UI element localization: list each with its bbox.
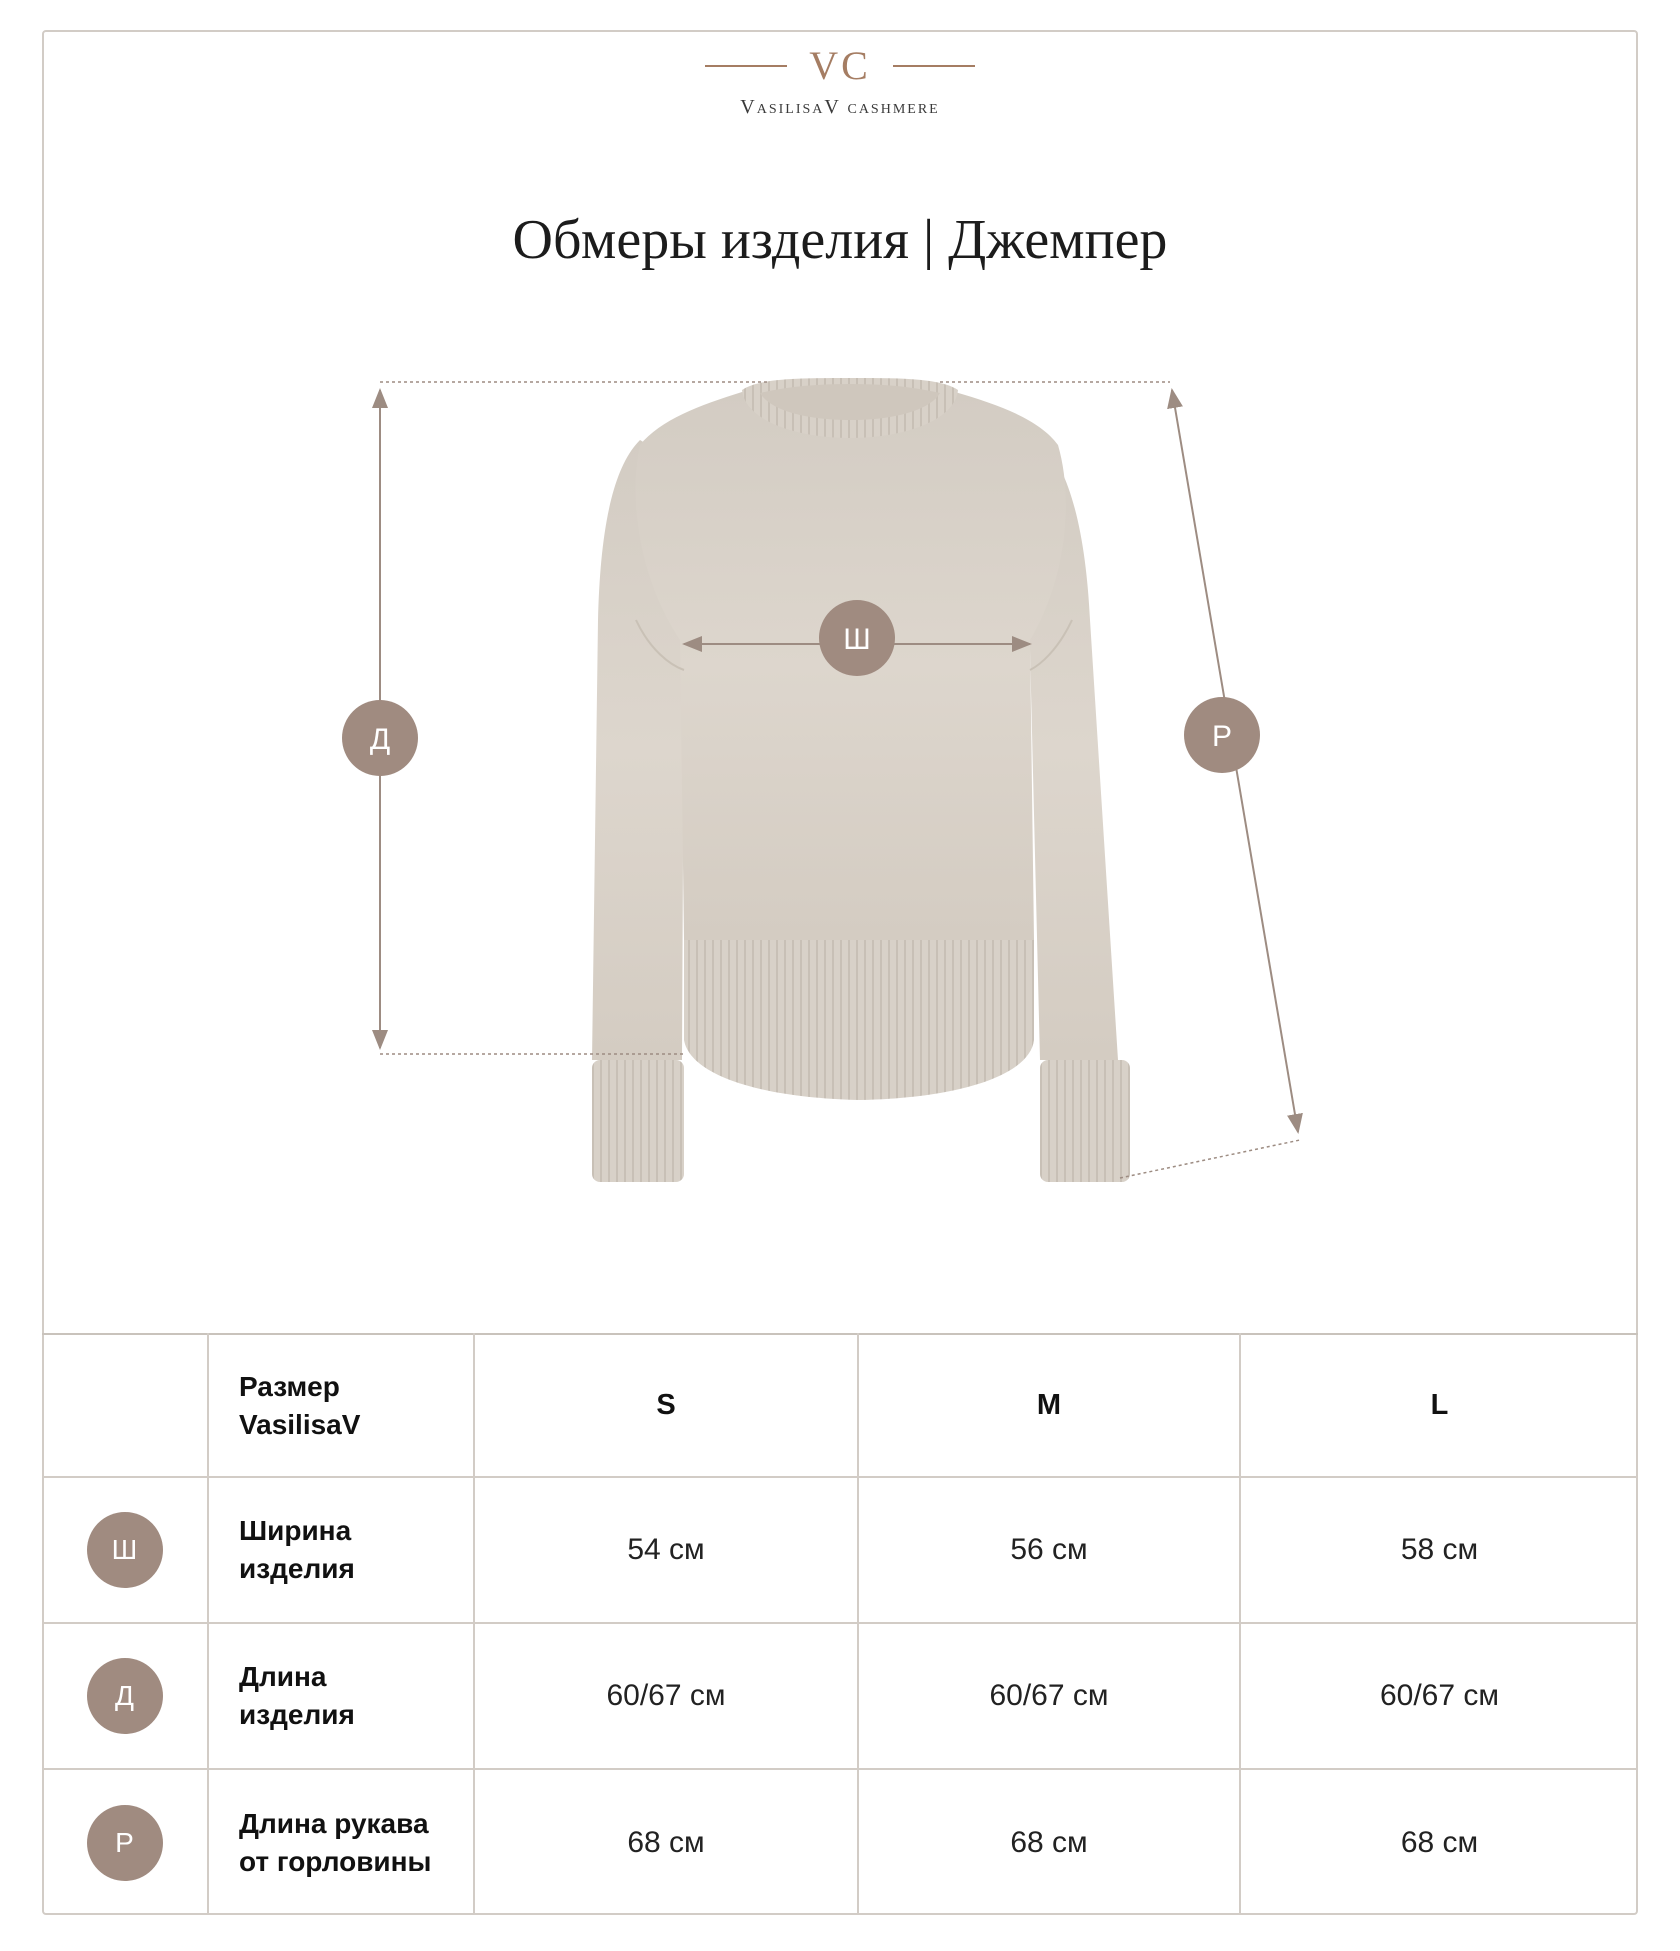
header-label-line1: Размер	[239, 1370, 340, 1402]
row-label-cell	[208, 1623, 474, 1769]
value-cell: 68 см	[474, 1769, 858, 1915]
page-title: Обмеры изделия | Джемпер	[512, 209, 1168, 271]
header-icon-cell	[42, 1334, 208, 1477]
sleeve-badge: Р	[87, 1805, 163, 1881]
length-badge	[342, 700, 418, 776]
length-badge-label: Д	[369, 723, 391, 756]
row-icon-cell	[42, 1477, 208, 1623]
hem-rib	[684, 940, 1034, 1100]
value-cell: 56 см	[858, 1477, 1240, 1623]
length-badge: Д	[87, 1658, 163, 1734]
row-label-line1: Ширина	[239, 1515, 352, 1546]
value-cell: 68 см	[858, 1769, 1240, 1915]
table-row	[42, 1623, 1638, 1769]
value-cell: 54 см	[474, 1477, 858, 1623]
value-cell: 58 см	[1240, 1477, 1638, 1623]
row-label-line1: Длина рукава	[239, 1807, 429, 1839]
row-label-line2: изделия	[239, 1699, 355, 1730]
table-row	[42, 1769, 1638, 1915]
table-header-row	[42, 1334, 1638, 1477]
header-label-line2: VasilisaV	[239, 1408, 361, 1440]
value-cell: 68 см	[1240, 1769, 1638, 1915]
right-cuff	[1040, 1060, 1130, 1182]
size-m-header: M	[858, 1334, 1240, 1477]
row-label-line2: изделия	[239, 1553, 355, 1584]
table-row	[42, 1477, 1638, 1623]
row-label-cell	[208, 1769, 474, 1915]
row-icon-cell	[42, 1623, 208, 1769]
sleeve-badge	[1184, 697, 1260, 773]
row-label-cell	[208, 1477, 474, 1623]
sweater-illustration	[592, 378, 1130, 1182]
header-label-cell	[208, 1334, 474, 1477]
brand-name: VasilisaV cashmere	[740, 96, 940, 118]
width-badge	[819, 600, 895, 676]
size-chart-table	[42, 1333, 1638, 1915]
row-icon-cell	[42, 1769, 208, 1915]
value-cell: 60/67 см	[474, 1623, 858, 1769]
value-cell: 60/67 см	[858, 1623, 1240, 1769]
row-label-line1: Длина	[239, 1661, 327, 1692]
size-l-header: L	[1240, 1334, 1638, 1477]
row-label-line2: от горловины	[239, 1845, 432, 1877]
logo-monogram: VC	[809, 43, 871, 88]
width-badge-label: Ш	[843, 623, 871, 656]
width-badge: Ш	[87, 1512, 163, 1588]
value-cell: 60/67 см	[1240, 1623, 1638, 1769]
size-s-header: S	[474, 1334, 858, 1477]
left-cuff	[592, 1060, 684, 1182]
sleeve-badge-label: Р	[1211, 720, 1233, 753]
